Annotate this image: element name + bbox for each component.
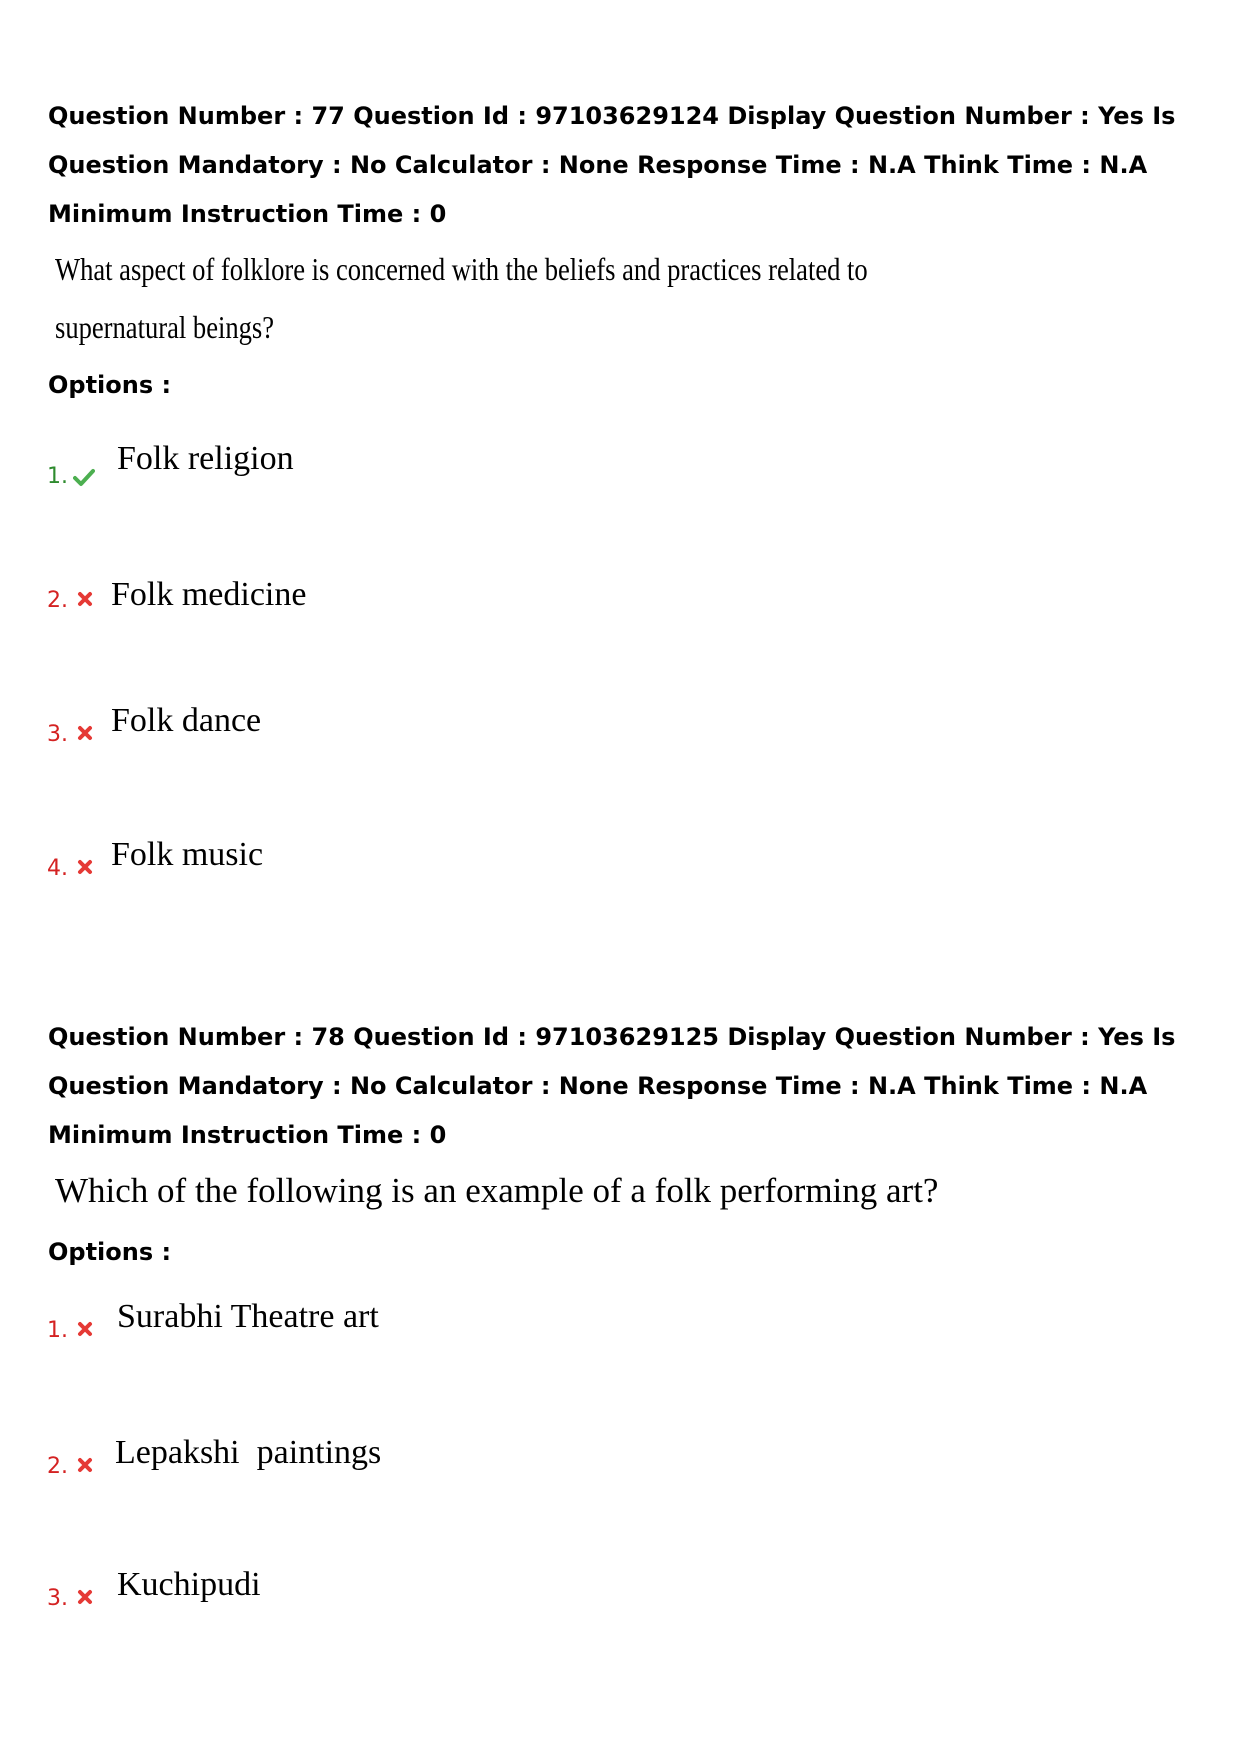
option-number: 2. <box>47 1454 68 1479</box>
option-number: 3. <box>47 722 68 747</box>
option-number: 1. <box>47 1318 68 1343</box>
option-number: 2. <box>47 588 68 613</box>
option-label: Folk dance <box>111 702 262 739</box>
option-number: 3. <box>47 1586 68 1611</box>
question-text-77: What aspect of folklore is concerned with the beliefs and practices related to supernatural beings? <box>55 251 868 345</box>
check-icon <box>73 466 95 488</box>
question-meta-77: Question Number : 77 Question Id : 97103629124 Display Question Number : Yes Is Question Mandatory : No Calculator : None Response Time : N.A Think Time : N.A Minimum Instruction Time : 0 <box>48 102 1176 228</box>
option-number: 4. <box>47 856 68 881</box>
option-77-3 <box>47 702 747 762</box>
option-label: Kuchipudi <box>117 1566 261 1603</box>
option-label: Folk religion <box>117 440 294 477</box>
question-text-78: Which of the following is an example of a folk performing art? <box>55 1171 939 1210</box>
option-78-3 <box>47 1566 747 1626</box>
option-77-1 <box>47 440 747 500</box>
cross-icon <box>77 725 93 741</box>
option-77-2 <box>47 576 747 636</box>
option-label: Folk music <box>111 836 264 873</box>
question-meta-78: Question Number : 78 Question Id : 97103629125 Display Question Number : Yes Is Question Mandatory : No Calculator : None Response Time : N.A Think Time : N.A Minimum Instruction Time : 0 <box>48 1023 1176 1149</box>
option-label: Lepakshi paintings <box>115 1434 382 1471</box>
cross-icon <box>77 859 93 875</box>
option-label: Folk medicine <box>111 576 307 613</box>
option-78-1 <box>47 1298 747 1358</box>
cross-icon <box>77 1457 93 1473</box>
cross-icon <box>77 1589 93 1605</box>
cross-icon <box>77 1321 93 1337</box>
options-label: Options : <box>48 1238 172 1266</box>
cross-icon <box>77 591 93 607</box>
option-77-4 <box>47 836 747 896</box>
option-label: Surabhi Theatre art <box>117 1298 379 1335</box>
options-label: Options : <box>48 371 172 399</box>
option-78-2 <box>47 1434 747 1494</box>
option-number: 1. <box>47 464 68 489</box>
